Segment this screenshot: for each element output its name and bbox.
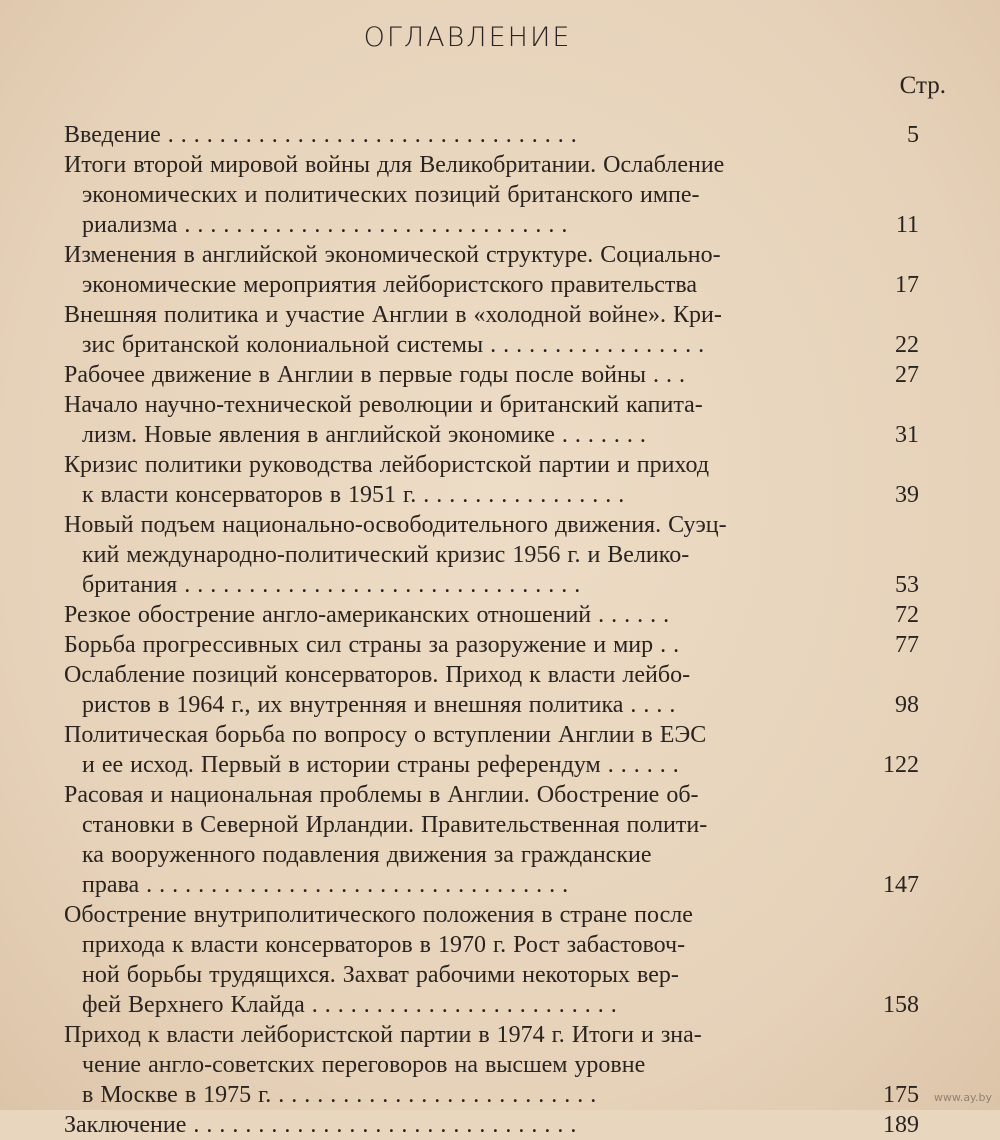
toc-entry xyxy=(64,360,919,390)
toc-page-number: 53 xyxy=(895,572,919,598)
toc-entry xyxy=(64,510,919,600)
table-of-contents xyxy=(64,120,919,1140)
toc-entry-line: Приход к власти лейбористской партии в 1974 г. Итоги и зна- xyxy=(64,1022,702,1048)
toc-entry xyxy=(64,150,919,240)
toc-entry-line: и ее исход. Первый в истории страны референдум . . . . . . xyxy=(82,752,679,778)
toc-entry-line: права . . . . . . . . . . . . . . . . . . . . . . . . . . . . . . . . . xyxy=(82,872,569,898)
toc-page-number: 5 xyxy=(907,122,919,148)
toc-entry-line: ка вооруженного подавления движения за гражданские xyxy=(82,842,652,868)
toc-page-number: 27 xyxy=(895,362,919,388)
toc-entry-line: Кризис политики руководства лейбористской партии и приход xyxy=(64,452,710,478)
toc-page-number: 98 xyxy=(895,692,919,718)
toc-entry-line: Обострение внутриполитического положения в стране после xyxy=(64,902,693,928)
toc-entry-line: британия . . . . . . . . . . . . . . . . . . . . . . . . . . . . . . . xyxy=(82,572,581,598)
toc-entry-line: кий международно-политический кризис 1956 г. и Велико- xyxy=(82,542,690,568)
toc-entry xyxy=(64,300,919,360)
watermark: www.ay.by xyxy=(933,1091,992,1104)
toc-page-number: 31 xyxy=(895,422,919,448)
toc-entry xyxy=(64,720,919,780)
toc-page-number: 72 xyxy=(895,602,919,628)
toc-entry-line: Начало научно-технической революции и британский капита- xyxy=(64,392,703,418)
toc-entry-line: Введение . . . . . . . . . . . . . . . . . . . . . . . . . . . . . . . . xyxy=(64,122,577,148)
toc-entry-line: Заключение . . . . . . . . . . . . . . . . . . . . . . . . . . . . . . xyxy=(64,1112,577,1138)
toc-entry-line: экономические мероприятия лейбористского правительства xyxy=(82,272,698,298)
toc-page-number: 147 xyxy=(883,872,919,898)
toc-entry-line: Новый подъем национально-освободительного движения. Суэц- xyxy=(64,512,727,538)
toc-entry-line: зис британской колониальной системы . . . . . . . . . . . . . . . . . xyxy=(82,332,705,358)
toc-entry xyxy=(64,900,919,1020)
toc-entry xyxy=(64,780,919,900)
toc-entry-line: ристов в 1964 г., их внутренняя и внешняя политика . . . . xyxy=(82,692,676,718)
toc-entry-line: фей Верхнего Клайда . . . . . . . . . . . . . . . . . . . . . . . . xyxy=(82,992,617,1018)
toc-entry xyxy=(64,600,919,630)
toc-page-number: 22 xyxy=(895,332,919,358)
toc-entry-line: Итоги второй мировой войны для Великобритании. Ослабление xyxy=(64,152,725,178)
toc-page-number: 175 xyxy=(883,1082,919,1108)
toc-entry-line: прихода к власти консерваторов в 1970 г. Рост забастовоч- xyxy=(82,932,686,958)
toc-entry-line: Ослабление позиций консерваторов. Приход к власти лейбо- xyxy=(64,662,691,688)
toc-entry xyxy=(64,390,919,450)
toc-entry-line: чение англо-советских переговоров на высшем уровне xyxy=(82,1052,646,1078)
toc-entry-line: Борьба прогрессивных сил страны за разоружение и мир . . xyxy=(64,632,680,658)
toc-entry-line: Резкое обострение англо-американских отношений . . . . . . xyxy=(64,602,670,628)
toc-entry xyxy=(64,1110,919,1140)
toc-page-number: 77 xyxy=(895,632,919,658)
toc-entry-line: Внешняя политика и участие Англии в «холодной войне». Кри- xyxy=(64,302,722,328)
toc-entry xyxy=(64,1020,919,1110)
toc-entry-line: риализма . . . . . . . . . . . . . . . . . . . . . . . . . . . . . . xyxy=(82,212,568,238)
toc-entry-line: Расовая и национальная проблемы в Англии. Обострение об- xyxy=(64,782,699,808)
toc-entry-line: экономических и политических позиций британского импе- xyxy=(82,182,700,208)
toc-entry-line: Рабочее движение в Англии в первые годы после войны . . . xyxy=(64,362,685,388)
toc-entry xyxy=(64,660,919,720)
toc-page-number: 189 xyxy=(883,1112,919,1138)
toc-entry-line: Политическая борьба по вопросу о вступлении Англии в ЕЭС xyxy=(64,722,707,748)
toc-entry-line: к власти консерваторов в 1951 г. . . . . . . . . . . . . . . . . xyxy=(82,482,625,508)
toc-entry xyxy=(64,630,919,660)
toc-entry xyxy=(64,450,919,510)
toc-entry-line: лизм. Новые явления в английской экономике . . . . . . . xyxy=(82,422,646,448)
page-title: ОГЛАВЛЕНИЕ xyxy=(363,22,572,53)
toc-entry xyxy=(64,120,919,150)
toc-page-number: 11 xyxy=(895,212,919,238)
toc-page-number: 158 xyxy=(883,992,919,1018)
toc-entry xyxy=(64,240,919,300)
toc-page-number: 39 xyxy=(895,482,919,508)
toc-entry-line: Изменения в английской экономической структуре. Социально- xyxy=(64,242,721,268)
toc-page-number: 122 xyxy=(883,752,919,778)
toc-page-number: 17 xyxy=(895,272,919,298)
toc-entry-line: становки в Северной Ирландии. Правительственная полити- xyxy=(82,812,708,838)
toc-entry-line: ной борьбы трудящихся. Захват рабочими некоторых вер- xyxy=(82,962,679,988)
toc-entry-line: в Москве в 1975 г. . . . . . . . . . . . . . . . . . . . . . . . . . xyxy=(82,1082,597,1108)
page-column-header: Стр. xyxy=(899,72,946,99)
